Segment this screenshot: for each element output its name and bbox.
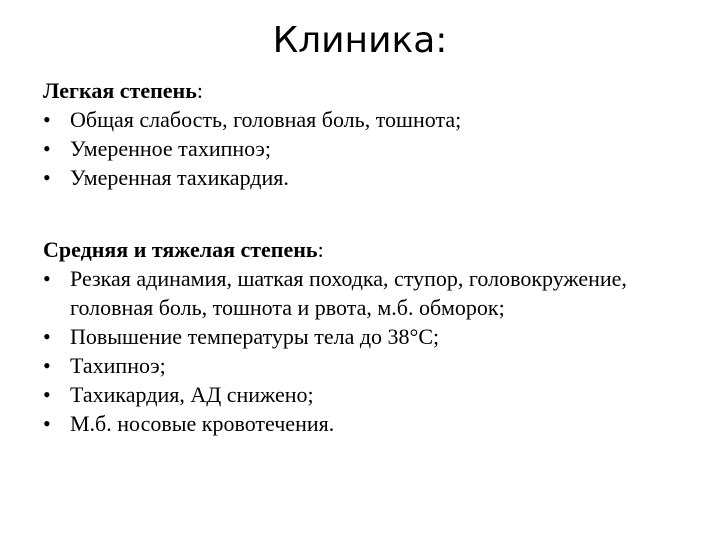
list-item-text: Резкая адинамия, шаткая походка, ступор, головокружение, головная боль, тошнота и рвота, м.б. обморок; [70, 266, 627, 320]
list-item [43, 380, 683, 409]
list-item-text: Общая слабость, головная боль, тошнота; [70, 107, 462, 132]
slide-title: Клиника: [272, 20, 448, 61]
list-item-text: Тахикардия, АД снижено; [70, 382, 314, 407]
bullet-icon: • [43, 382, 51, 407]
list-mild-symptoms [43, 105, 683, 192]
list-item-text: Тахипноэ; [70, 353, 166, 378]
list-item [43, 134, 683, 163]
list-item [43, 322, 683, 351]
bullet-icon: • [43, 324, 51, 349]
list-item [43, 105, 683, 134]
section-mild [43, 76, 683, 192]
section-heading-severe-text: Средняя и тяжелая степень [43, 237, 318, 262]
bullet-icon: • [43, 136, 51, 161]
bullet-icon: • [43, 411, 51, 436]
section-heading-mild-text: Легкая степень [43, 78, 197, 103]
bullet-icon: • [43, 266, 51, 291]
section-heading-mild [43, 76, 683, 105]
list-item-text: Умеренная тахикардия. [70, 165, 289, 190]
section-heading-mild-colon: : [196, 78, 203, 103]
section-spacer [43, 192, 683, 235]
list-severe-symptoms [43, 264, 683, 438]
list-item-text: Умеренное тахипноэ; [70, 136, 271, 161]
section-severe [43, 235, 683, 438]
section-heading-severe [43, 235, 683, 264]
list-item [43, 264, 683, 322]
bullet-icon: • [43, 353, 51, 378]
list-item [43, 409, 683, 438]
list-item [43, 351, 683, 380]
bullet-icon: • [43, 107, 51, 132]
slide-content [43, 76, 683, 438]
section-heading-severe-colon: : [317, 237, 324, 262]
list-item-text: Повышение температуры тела до 38°С; [70, 324, 440, 349]
bullet-icon: • [43, 165, 51, 190]
list-item-text: М.б. носовые кровотечения. [70, 411, 335, 436]
list-item [43, 163, 683, 192]
